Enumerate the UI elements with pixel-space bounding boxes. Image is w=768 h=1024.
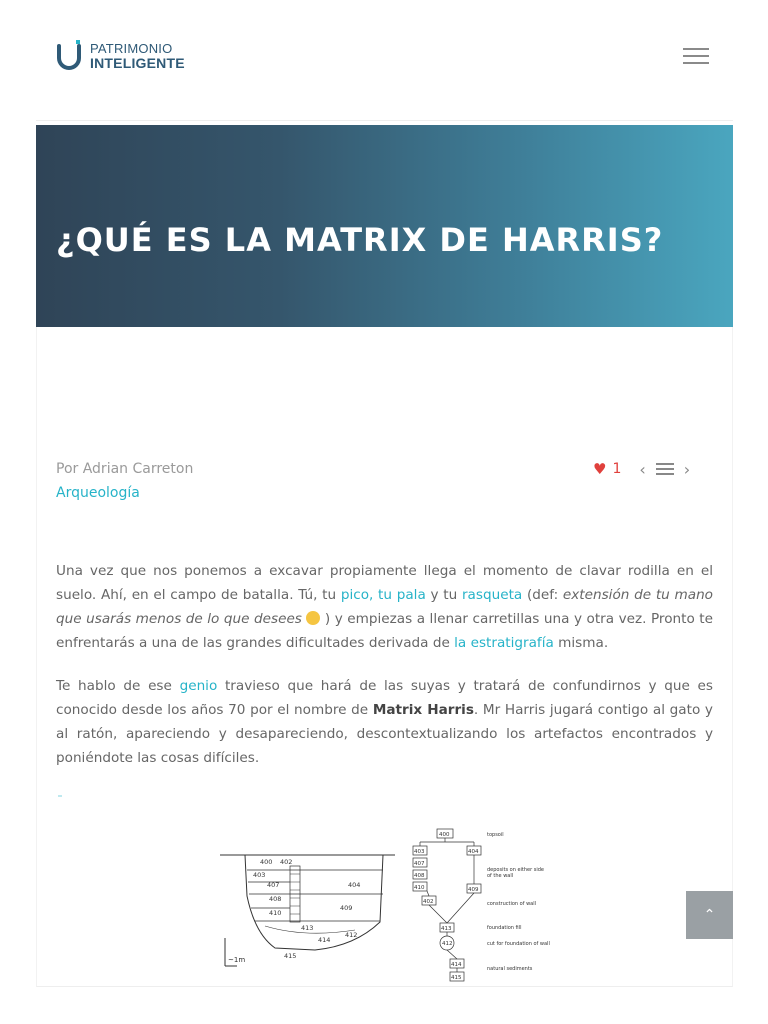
like-button[interactable] [593,460,621,478]
harris-matrix-figure [215,826,560,984]
matrix-node: 403 [414,849,425,855]
matrix-node: 413 [441,926,452,932]
matrix-node: 404 [468,849,479,855]
scroll-to-top-button[interactable] [686,891,733,939]
site-logo[interactable] [56,40,185,72]
page-title: ¿QUÉ ES LA MATRIX DE HARRIS? [56,221,664,259]
text-span: Una vez que nos ponemos a excavar propiamente llega el momento de clavar rodilla en el suelo. Ahí, en el campo de batalla. Tú, tu [56,563,713,603]
logo-mark-icon [56,40,82,72]
chevron-up-icon: ⌃ [703,907,716,923]
article-paragraph-2 [56,674,713,770]
link-genio[interactable]: genio [179,678,218,694]
divider [36,120,733,121]
text-span: Te hablo de ese [56,678,180,694]
section-label: 407 [267,881,280,889]
link-pico-pala[interactable]: pico, tu pala [340,587,426,603]
text-span: travieso que hará de las suyas y tratará de confundirnos y que es conocido desde los años 70 por el nombre de [56,678,713,718]
legend-label: cut for foundation of wall [487,941,550,947]
definition-text: extensión de tu mano que usarás menos de lo que desees [56,587,713,627]
logo-line-2: INTELIGENTE [90,55,185,71]
hero-banner [36,125,733,327]
section-label: 412 [345,931,358,939]
text-span: . Mr Harris jugará contigo al gato y al ratón, apareciendo y desapareciendo, descontextualizando los artefactos encontrados y poniéndote las cosas difíciles. [56,702,713,766]
section-label: 410 [269,909,282,917]
section-label: 400 [260,858,273,866]
text-span: (def: [522,587,563,603]
article-paragraph-1 [56,559,713,655]
scale-label: ~1m [228,956,246,964]
site-header [0,0,768,118]
section-label: 415 [284,952,297,960]
all-posts-icon[interactable] [656,460,674,478]
text-span: y tu [425,587,462,603]
section-label: 409 [340,904,353,912]
logo-text [90,42,185,70]
section-label: 404 [348,881,361,889]
link-rasqueta[interactable]: rasqueta [461,587,523,603]
section-label: 408 [269,895,282,903]
text-span: misma. [553,635,609,651]
legend-label: deposits on either side [487,867,545,873]
legend-label: foundation fill [487,925,522,931]
post-category-link[interactable]: Arqueología [56,485,140,501]
legend-label: construction of wall [487,901,537,907]
matrix-node: 408 [414,873,425,879]
next-post-icon[interactable]: › [683,459,691,479]
anchor-link[interactable] [58,795,62,797]
section-label: 413 [301,924,314,932]
section-label: 403 [253,871,266,879]
post-actions [593,460,690,478]
hamburger-icon[interactable] [683,48,709,66]
previous-post-icon[interactable]: ‹ [639,459,646,479]
section-label: 402 [280,858,293,866]
post-author[interactable]: Por Adrian Carreton [56,461,194,477]
legend-label: of the wall [487,873,514,879]
like-count: 1 [612,461,622,477]
matrix-node: 409 [468,887,479,893]
matrix-harris-strong: Matrix Harris [372,702,474,718]
matrix-node: 407 [414,861,425,867]
matrix-node: 400 [439,832,450,838]
matrix-node: 415 [451,975,462,981]
section-label: 414 [318,936,331,944]
text-span: ) y empiezas a llenar carretillas una y otra vez. Pronto te enfrentarás a una de las grandes dificultades derivada de [56,611,713,651]
matrix-node: 410 [414,885,425,891]
legend-label: topsoil [487,832,504,838]
legend-label: natural sediments [487,966,533,972]
logo-line-1: PATRIMONIO [90,41,173,56]
matrix-node: 402 [423,899,434,905]
wink-emoji-icon [306,611,320,625]
harris-matrix-diagram [215,826,560,984]
matrix-node: 414 [451,962,462,968]
matrix-node: 412 [442,941,453,947]
heart-icon: ♥ [593,460,607,478]
link-estratigrafia[interactable]: la estratigrafía [454,635,554,651]
